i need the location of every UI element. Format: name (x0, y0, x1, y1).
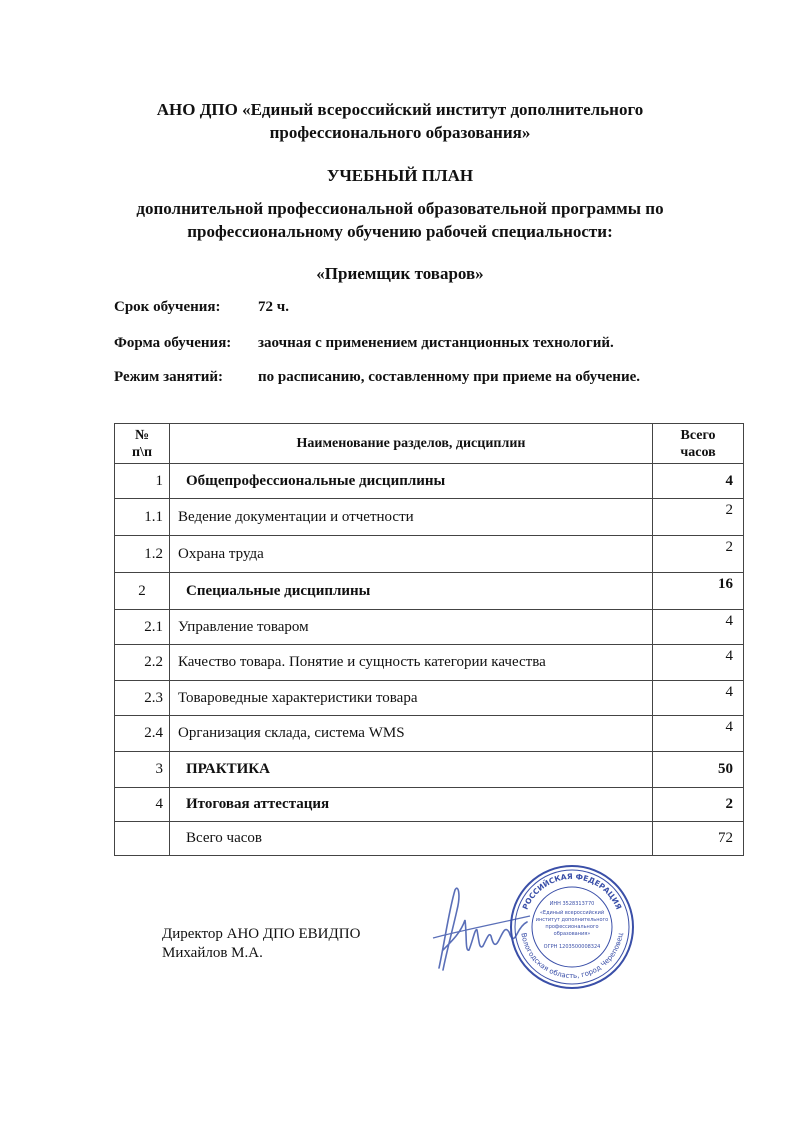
row-name: ПРАКТИКА (170, 752, 653, 788)
org-line-1: АНО ДПО «Единый всероссийский институт дополнительного (156, 100, 644, 119)
table-header-row (115, 424, 744, 464)
signatory-name: Михайлов М.А. (162, 945, 263, 961)
row-name: Всего часов (170, 822, 653, 856)
table-row (115, 788, 744, 822)
info-term-label: Срок обучения: (114, 299, 221, 315)
row-number: 1.2 (115, 536, 170, 573)
row-hours: 50 (653, 752, 744, 788)
document-title: УЧЕБНЫЙ ПЛАН (326, 166, 474, 185)
table-row (115, 536, 744, 573)
organization-name (0, 98, 800, 144)
row-number: 1.1 (115, 499, 170, 536)
subtitle-line-2: профессиональному обучению рабочей специальности: (187, 222, 613, 241)
info-term-value: 72 ч. (258, 299, 289, 315)
row-number (115, 822, 170, 856)
header-number-line1: № (134, 427, 150, 443)
table-row (115, 681, 744, 716)
row-hours: 2 (653, 536, 744, 573)
row-hours: 4 (653, 610, 744, 645)
row-number: 1 (115, 464, 170, 499)
svg-text:ИНН 3528313770: ИНН 3528313770 (549, 901, 595, 907)
svg-text:профессионального: профессионального (545, 924, 599, 930)
row-name: Организация склада, система WMS (170, 716, 653, 752)
program-name: «Приемщик товаров» (316, 264, 484, 283)
row-hours: 4 (653, 645, 744, 681)
row-hours: 2 (653, 499, 744, 536)
table-row (115, 464, 744, 499)
info-form-value: заочная с применением дистанционных технологий. (258, 335, 614, 351)
official-stamp (507, 862, 637, 992)
info-form-label: Форма обучения: (114, 335, 232, 351)
svg-text:институт дополнительного: институт дополнительного (535, 917, 609, 923)
table-row (115, 499, 744, 536)
svg-text:РОССИЙСКАЯ ФЕДЕРАЦИЯ: РОССИЙСКАЯ ФЕДЕРАЦИЯ (520, 871, 624, 911)
row-number: 2 (115, 573, 170, 610)
table-row (115, 573, 744, 610)
row-number: 3 (115, 752, 170, 788)
signatory (162, 925, 360, 963)
header-hours-line2: часов (680, 444, 716, 460)
row-number: 4 (115, 788, 170, 822)
row-name: Общепрофессиональные дисциплины (170, 464, 653, 499)
row-hours: 4 (653, 681, 744, 716)
row-name: Управление товаром (170, 610, 653, 645)
org-line-2: профессионального образования» (269, 123, 531, 142)
row-name: Ведение документации и отчетности (170, 499, 653, 536)
header-name: Наименование разделов, дисциплин (170, 424, 653, 464)
svg-text:Вологодская область, город Чер: Вологодская область, город Череповец (519, 932, 625, 981)
row-number: 2.3 (115, 681, 170, 716)
header-number (115, 424, 170, 464)
subtitle-line-1: дополнительной профессиональной образовательной программы по (136, 199, 664, 218)
row-hours: 4 (653, 716, 744, 752)
svg-text:образования»: образования» (553, 931, 591, 937)
table-row (115, 645, 744, 681)
info-mode-value: по расписанию, составленному при приеме на обучение. (258, 369, 640, 385)
table-row (115, 822, 744, 856)
row-number: 2.4 (115, 716, 170, 752)
row-name: Специальные дисциплины (170, 573, 653, 610)
row-hours: 16 (653, 573, 744, 610)
table-row (115, 716, 744, 752)
curriculum-table (114, 423, 744, 856)
row-name: Качество товара. Понятие и сущность категории качества (170, 645, 653, 681)
row-number: 2.2 (115, 645, 170, 681)
header-number-line2: п\п (131, 444, 153, 460)
table-row (115, 610, 744, 645)
header-hours (653, 424, 744, 464)
svg-text:«Единый всероссийский: «Единый всероссийский (539, 910, 605, 916)
row-hours: 2 (653, 788, 744, 822)
svg-text:ОГРН 1203500008324: ОГРН 1203500008324 (543, 944, 601, 950)
header-hours-line1: Всего (680, 427, 716, 443)
row-name: Охрана труда (170, 536, 653, 573)
info-mode-label: Режим занятий: (114, 369, 224, 385)
row-name: Товароведные характеристики товара (170, 681, 653, 716)
row-name: Итоговая аттестация (170, 788, 653, 822)
row-hours: 72 (653, 822, 744, 856)
signatory-position: Директор АНО ДПО ЕВИДПО (162, 926, 361, 942)
row-number: 2.1 (115, 610, 170, 645)
document-subtitle (0, 197, 800, 243)
row-hours: 4 (653, 464, 744, 499)
table-row (115, 752, 744, 788)
